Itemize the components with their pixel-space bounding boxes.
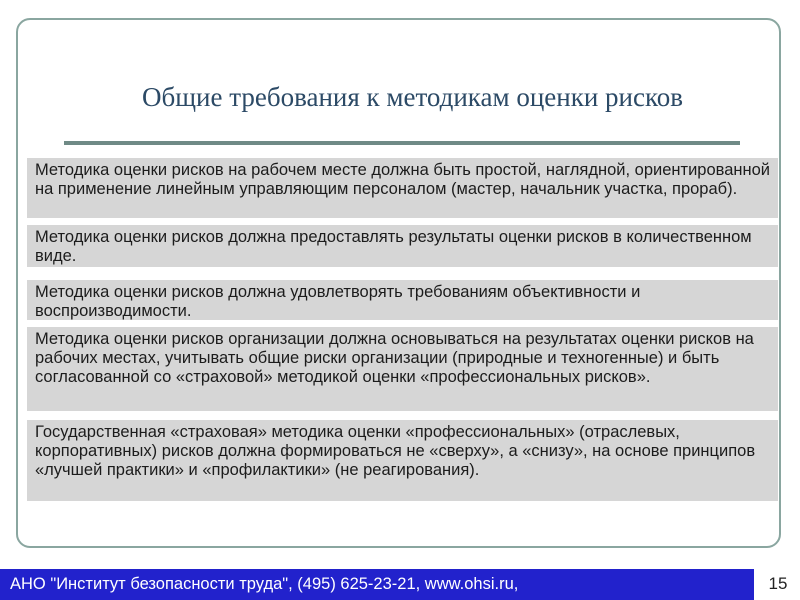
footer-text: АНО "Институт безопасности труда", (495) 625-23-21, www.ohsi.ru, [10,575,519,593]
requirement-block-3: Методика оценки рисков должна удовлетворять требованиям объективности и воспроизводимости. [27,280,778,320]
requirement-block-5: Государственная «страховая» методика оценки «профессиональных» (отраслевых, корпоративных) рисков должна формироваться не «сверху», а «снизу», на основе принципов «лучшей практики» и «профилактики» (не реагирования). [27,420,778,501]
slide-title: Общие требования к методикам оценки рисков [142,82,683,112]
title-divider [64,141,740,145]
requirement-block-2: Методика оценки рисков должна предоставлять результаты оценки рисков в количественном виде. [27,225,778,267]
requirement-block-4: Методика оценки рисков организации должна основываться на результатах оценки рисков на рабочих местах, учитывать общие риски организации (природные и техногенные) и быть согласованной со «страховой» методикой оценки «профессиональных рисков». [27,327,778,411]
footer-bar [0,569,754,600]
requirement-block-1: Методика оценки рисков на рабочем месте должна быть простой, наглядной, ориентированной на применение линейным управляющим персоналом (мастер, начальник участка, прораб). [27,158,778,218]
page-number: 15 [768,574,788,593]
